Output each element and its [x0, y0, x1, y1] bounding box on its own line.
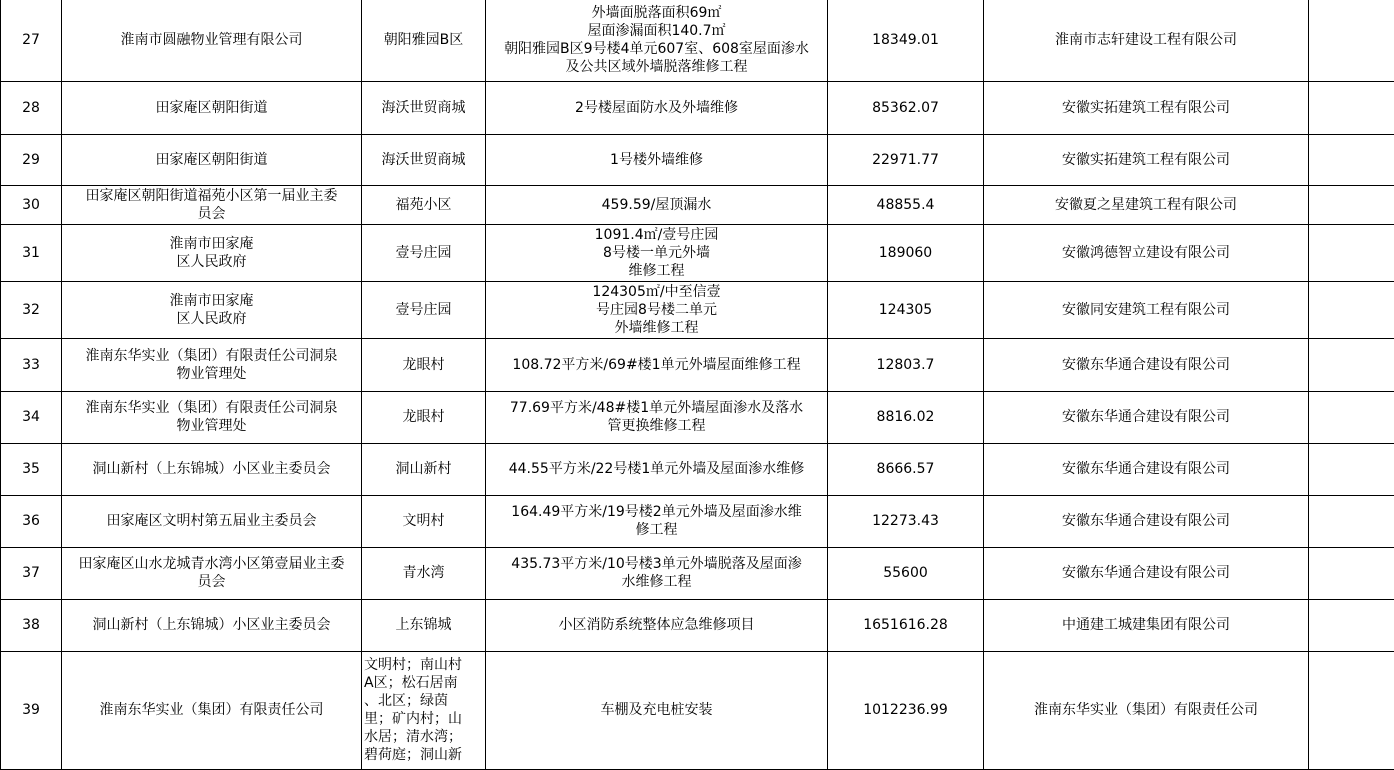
- cell-community: 文明村: [362, 495, 486, 547]
- cell-community: 福苑小区: [362, 185, 486, 224]
- cell-note: [1309, 185, 1394, 224]
- cell-no: 37: [1, 547, 62, 599]
- table-row: [1, 651, 1394, 769]
- cell-content: 77.69平方米/48#楼1单元外墙屋面渗水及落水 管更换维修工程: [486, 391, 828, 443]
- table-row: [1, 599, 1394, 651]
- cell-contractor: 安徽东华通合建设有限公司: [984, 443, 1309, 495]
- cell-contractor: 安徽鸿德智立建设有限公司: [984, 224, 1309, 281]
- cell-unit: 淮南东华实业（集团）有限责任公司洞泉 物业管理处: [62, 338, 362, 391]
- cell-amount: 8666.57: [828, 443, 984, 495]
- cell-amount: 124305: [828, 281, 984, 338]
- cell-community: 龙眼村: [362, 338, 486, 391]
- cell-amount: 1651616.28: [828, 599, 984, 651]
- cell-no: 36: [1, 495, 62, 547]
- cell-community: 壹号庄园: [362, 224, 486, 281]
- cell-no: 30: [1, 185, 62, 224]
- cell-note: [1309, 651, 1394, 769]
- cell-note: [1309, 81, 1394, 134]
- cell-no: 34: [1, 391, 62, 443]
- cell-content: 44.55平方米/22号楼1单元外墙及屋面渗水维修: [486, 443, 828, 495]
- cell-amount: 18349.01: [828, 0, 984, 81]
- table-row: [1, 281, 1394, 338]
- cell-unit: 淮南东华实业（集团）有限责任公司洞泉 物业管理处: [62, 391, 362, 443]
- cell-note: [1309, 391, 1394, 443]
- cell-community: 海沃世贸商城: [362, 81, 486, 134]
- cell-content: 164.49平方米/19号楼2单元外墙及屋面渗水维 修工程: [486, 495, 828, 547]
- cell-community: 海沃世贸商城: [362, 134, 486, 185]
- cell-contractor: 淮南市志轩建设工程有限公司: [984, 0, 1309, 81]
- cell-content: 124305㎡/中至信壹 号庄园8号楼二单元 外墙维修工程: [486, 281, 828, 338]
- cell-unit: 田家庵区山水龙城青水湾小区第壹届业主委 员会: [62, 547, 362, 599]
- table-row: [1, 134, 1394, 185]
- cell-contractor: 安徽东华通合建设有限公司: [984, 547, 1309, 599]
- cell-contractor: 安徽同安建筑工程有限公司: [984, 281, 1309, 338]
- cell-unit: 洞山新村（上东锦城）小区业主委员会: [62, 599, 362, 651]
- cell-amount: 48855.4: [828, 185, 984, 224]
- cell-content: 外墙面脱落面积69㎡ 屋面渗漏面积140.7㎡ 朝阳雅园B区9号楼4单元607室、608室屋面渗水 及公共区域外墙脱落维修工程: [486, 0, 828, 81]
- table-row: [1, 185, 1394, 224]
- cell-contractor: 安徽实拓建筑工程有限公司: [984, 134, 1309, 185]
- cell-community: 朝阳雅园B区: [362, 0, 486, 81]
- cell-note: [1309, 547, 1394, 599]
- table-row: [1, 443, 1394, 495]
- table-row: [1, 495, 1394, 547]
- table-row: [1, 0, 1394, 81]
- cell-no: 31: [1, 224, 62, 281]
- cell-note: [1309, 0, 1394, 81]
- cell-note: [1309, 224, 1394, 281]
- table-row: [1, 547, 1394, 599]
- cell-contractor: 淮南东华实业（集团）有限责任公司: [984, 651, 1309, 769]
- cell-unit: 田家庵区朝阳街道福苑小区第一届业主委 员会: [62, 185, 362, 224]
- cell-amount: 1012236.99: [828, 651, 984, 769]
- cell-unit: 田家庵区朝阳街道: [62, 134, 362, 185]
- cell-amount: 85362.07: [828, 81, 984, 134]
- cell-no: 29: [1, 134, 62, 185]
- table-row: [1, 338, 1394, 391]
- cell-content: 1091.4㎡/壹号庄园 8号楼一单元外墙 维修工程: [486, 224, 828, 281]
- cell-contractor: 安徽东华通合建设有限公司: [984, 391, 1309, 443]
- cell-content: 435.73平方米/10号楼3单元外墙脱落及屋面渗 水维修工程: [486, 547, 828, 599]
- cell-contractor: 安徽东华通合建设有限公司: [984, 495, 1309, 547]
- cell-no: 33: [1, 338, 62, 391]
- cell-content: 108.72平方米/69#楼1单元外墙屋面维修工程: [486, 338, 828, 391]
- table-row: [1, 391, 1394, 443]
- cell-unit: 田家庵区朝阳街道: [62, 81, 362, 134]
- cell-content: 459.59/屋顶漏水: [486, 185, 828, 224]
- cell-amount: 55600: [828, 547, 984, 599]
- cell-no: 39: [1, 651, 62, 769]
- cell-unit: 洞山新村（上东锦城）小区业主委员会: [62, 443, 362, 495]
- cell-unit: 淮南市田家庵 区人民政府: [62, 224, 362, 281]
- table-row: [1, 224, 1394, 281]
- cell-amount: 12273.43: [828, 495, 984, 547]
- cell-unit: 淮南市圆融物业管理有限公司: [62, 0, 362, 81]
- cell-unit: 田家庵区文明村第五届业主委员会: [62, 495, 362, 547]
- cell-content: 小区消防系统整体应急维修项目: [486, 599, 828, 651]
- cell-community: 青水湾: [362, 547, 486, 599]
- cell-note: [1309, 338, 1394, 391]
- cell-amount: 12803.7: [828, 338, 984, 391]
- cell-unit: 淮南东华实业（集团）有限责任公司: [62, 651, 362, 769]
- cell-community: 洞山新村: [362, 443, 486, 495]
- table-row: [1, 81, 1394, 134]
- cell-no: 38: [1, 599, 62, 651]
- cell-community: 壹号庄园: [362, 281, 486, 338]
- cell-amount: 22971.77: [828, 134, 984, 185]
- cell-contractor: 安徽东华通合建设有限公司: [984, 338, 1309, 391]
- cell-content: 1号楼外墙维修: [486, 134, 828, 185]
- cell-amount: 189060: [828, 224, 984, 281]
- cell-note: [1309, 134, 1394, 185]
- cell-no: 28: [1, 81, 62, 134]
- cell-note: [1309, 443, 1394, 495]
- cell-content: 2号楼屋面防水及外墙维修: [486, 81, 828, 134]
- cell-unit: 淮南市田家庵 区人民政府: [62, 281, 362, 338]
- cell-note: [1309, 599, 1394, 651]
- cell-community: 龙眼村: [362, 391, 486, 443]
- cell-community: 文明村；南山村 A区；松石居南 、北区；绿茵 里；矿内村；山 水居；清水湾； 碧荷庭；洞山新: [362, 651, 486, 769]
- cell-note: [1309, 495, 1394, 547]
- cell-contractor: 安徽夏之星建筑工程有限公司: [984, 185, 1309, 224]
- cell-contractor: 中通建工城建集团有限公司: [984, 599, 1309, 651]
- cell-contractor: 安徽实拓建筑工程有限公司: [984, 81, 1309, 134]
- cell-no: 27: [1, 0, 62, 81]
- cell-amount: 8816.02: [828, 391, 984, 443]
- cell-content: 车棚及充电桩安装: [486, 651, 828, 769]
- cell-community: 上东锦城: [362, 599, 486, 651]
- cell-no: 35: [1, 443, 62, 495]
- cell-no: 32: [1, 281, 62, 338]
- cell-note: [1309, 281, 1394, 338]
